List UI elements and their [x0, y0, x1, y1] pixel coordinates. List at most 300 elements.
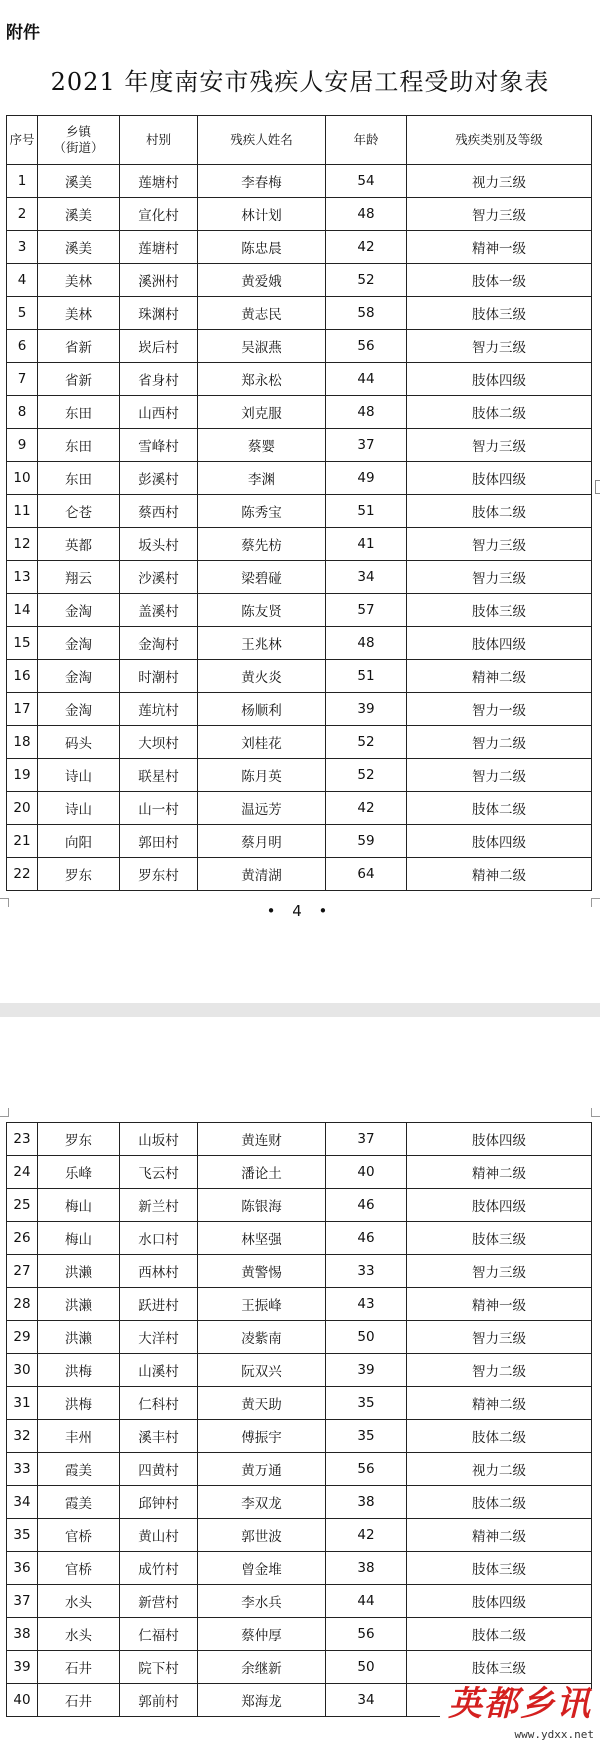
cell-name: 李春梅 — [198, 165, 326, 198]
cell-no: 17 — [7, 693, 38, 726]
cell-age: 54 — [326, 165, 407, 198]
table-row — [7, 198, 592, 231]
cell-age: 56 — [326, 1453, 407, 1486]
cell-village: 邱钟村 — [120, 1486, 198, 1519]
cell-disability: 肢体三级 — [407, 594, 592, 627]
cell-age: 34 — [326, 561, 407, 594]
cell-disability: 肢体二级 — [407, 1420, 592, 1453]
cell-age: 40 — [326, 1156, 407, 1189]
cell-village: 山西村 — [120, 396, 198, 429]
cell-village: 跃进村 — [120, 1288, 198, 1321]
table-row — [7, 1255, 592, 1288]
cell-name: 李双龙 — [198, 1486, 326, 1519]
cell-village: 黄山村 — [120, 1519, 198, 1552]
cell-town: 东田 — [38, 429, 120, 462]
cell-name: 温远芳 — [198, 792, 326, 825]
cell-village: 联星村 — [120, 759, 198, 792]
cell-town: 省新 — [38, 330, 120, 363]
cell-disability: 智力三级 — [407, 561, 592, 594]
cell-town: 码头 — [38, 726, 120, 759]
cell-name: 黄连财 — [198, 1123, 326, 1156]
cell-village: 溪洲村 — [120, 264, 198, 297]
cell-disability: 肢体四级 — [407, 1585, 592, 1618]
cell-name: 吴淑燕 — [198, 330, 326, 363]
cell-name: 蔡先枋 — [198, 528, 326, 561]
cell-village: 罗东村 — [120, 858, 198, 891]
cell-town: 向阳 — [38, 825, 120, 858]
cell-disability: 肢体三级 — [407, 1552, 592, 1585]
recipients-table-continued — [6, 1122, 592, 1717]
table-row — [7, 264, 592, 297]
cell-town: 溪美 — [38, 231, 120, 264]
cell-village: 盖溪村 — [120, 594, 198, 627]
header-town — [38, 116, 120, 165]
cell-no: 20 — [7, 792, 38, 825]
table-row — [7, 561, 592, 594]
cell-age: 59 — [326, 825, 407, 858]
cell-village: 莲塘村 — [120, 165, 198, 198]
cell-name: 蔡月明 — [198, 825, 326, 858]
watermark-logo-text: 英都乡讯 — [448, 1684, 592, 1724]
cell-disability: 视力三级 — [407, 165, 592, 198]
cell-no: 16 — [7, 660, 38, 693]
cell-town: 洪濑 — [38, 1321, 120, 1354]
cell-disability: 智力二级 — [407, 1354, 592, 1387]
cell-disability: 肢体一级 — [407, 264, 592, 297]
cell-age: 39 — [326, 1354, 407, 1387]
cell-age: 57 — [326, 594, 407, 627]
cell-disability: 精神一级 — [407, 231, 592, 264]
cell-town: 官桥 — [38, 1519, 120, 1552]
cell-no: 2 — [7, 198, 38, 231]
cell-age: 48 — [326, 198, 407, 231]
cell-name: 陈友贤 — [198, 594, 326, 627]
cell-town: 溪美 — [38, 198, 120, 231]
cell-town: 洪濑 — [38, 1288, 120, 1321]
cell-disability: 智力三级 — [407, 528, 592, 561]
cell-no: 22 — [7, 858, 38, 891]
cell-no: 27 — [7, 1255, 38, 1288]
cell-age: 38 — [326, 1486, 407, 1519]
cell-name: 郑永松 — [198, 363, 326, 396]
cell-disability: 肢体二级 — [407, 495, 592, 528]
cell-name: 傅振宇 — [198, 1420, 326, 1453]
header-village: 村别 — [120, 116, 198, 165]
cell-name: 林计划 — [198, 198, 326, 231]
cell-no: 1 — [7, 165, 38, 198]
site-watermark — [440, 1684, 600, 1743]
cell-age: 50 — [326, 1651, 407, 1684]
cell-no: 12 — [7, 528, 38, 561]
cell-disability: 智力二级 — [407, 759, 592, 792]
cell-age: 52 — [326, 726, 407, 759]
header-town-line2: （街道） — [53, 140, 104, 155]
table-header-row — [7, 116, 592, 165]
cell-disability: 智力二级 — [407, 726, 592, 759]
cell-name: 王振峰 — [198, 1288, 326, 1321]
cell-name: 李渊 — [198, 462, 326, 495]
cell-village: 郭田村 — [120, 825, 198, 858]
cell-no: 9 — [7, 429, 38, 462]
cell-name: 陈忠晨 — [198, 231, 326, 264]
cell-age: 44 — [326, 363, 407, 396]
cell-no: 38 — [7, 1618, 38, 1651]
cell-disability: 智力三级 — [407, 429, 592, 462]
cell-no: 7 — [7, 363, 38, 396]
cell-no: 31 — [7, 1387, 38, 1420]
crop-mark — [591, 1108, 600, 1117]
cell-village: 山溪村 — [120, 1354, 198, 1387]
cell-no: 28 — [7, 1288, 38, 1321]
cell-name: 黄清湖 — [198, 858, 326, 891]
table-row — [7, 1519, 592, 1552]
cell-disability: 肢体四级 — [407, 363, 592, 396]
cell-disability: 智力三级 — [407, 330, 592, 363]
cell-name: 林坚强 — [198, 1222, 326, 1255]
cell-disability: 肢体四级 — [407, 1123, 592, 1156]
table-row — [7, 1354, 592, 1387]
table-row — [7, 1387, 592, 1420]
table-row — [7, 1321, 592, 1354]
cell-age: 44 — [326, 1585, 407, 1618]
cell-no: 6 — [7, 330, 38, 363]
cell-village: 大坝村 — [120, 726, 198, 759]
cell-town: 金淘 — [38, 627, 120, 660]
cell-village: 崁后村 — [120, 330, 198, 363]
cell-disability: 精神二级 — [407, 1519, 592, 1552]
cell-town: 丰州 — [38, 1420, 120, 1453]
cell-name: 蔡婴 — [198, 429, 326, 462]
cell-name: 刘克服 — [198, 396, 326, 429]
cell-age: 50 — [326, 1321, 407, 1354]
cell-age: 37 — [326, 429, 407, 462]
table-row — [7, 231, 592, 264]
table-row — [7, 1552, 592, 1585]
cell-no: 25 — [7, 1189, 38, 1222]
cell-name: 黄志民 — [198, 297, 326, 330]
table-row — [7, 462, 592, 495]
cell-name: 郭世波 — [198, 1519, 326, 1552]
cell-village: 飞云村 — [120, 1156, 198, 1189]
table-row — [7, 297, 592, 330]
cell-disability: 精神一级 — [407, 1288, 592, 1321]
cell-disability: 肢体二级 — [407, 1618, 592, 1651]
cell-village: 郭前村 — [120, 1684, 198, 1717]
cell-village: 仁科村 — [120, 1387, 198, 1420]
cell-town: 东田 — [38, 462, 120, 495]
cell-village: 大洋村 — [120, 1321, 198, 1354]
cell-age: 52 — [326, 264, 407, 297]
cell-name: 陈月英 — [198, 759, 326, 792]
cell-town: 诗山 — [38, 759, 120, 792]
table-row — [7, 429, 592, 462]
cell-village: 仁福村 — [120, 1618, 198, 1651]
cell-village: 溪丰村 — [120, 1420, 198, 1453]
cell-no: 24 — [7, 1156, 38, 1189]
cell-name: 黄火炎 — [198, 660, 326, 693]
margin-marker — [595, 480, 600, 494]
cell-name: 郑海龙 — [198, 1684, 326, 1717]
table-row — [7, 1123, 592, 1156]
cell-no: 13 — [7, 561, 38, 594]
cell-no: 32 — [7, 1420, 38, 1453]
cell-village: 宣化村 — [120, 198, 198, 231]
cell-age: 56 — [326, 330, 407, 363]
cell-village: 院下村 — [120, 1651, 198, 1684]
cell-town: 石井 — [38, 1684, 120, 1717]
cell-no: 5 — [7, 297, 38, 330]
cell-age: 34 — [326, 1684, 407, 1717]
cell-disability: 智力三级 — [407, 198, 592, 231]
cell-age: 46 — [326, 1189, 407, 1222]
cell-no: 36 — [7, 1552, 38, 1585]
cell-name: 杨顺利 — [198, 693, 326, 726]
table-row — [7, 693, 592, 726]
cell-town: 罗东 — [38, 858, 120, 891]
table-row — [7, 528, 592, 561]
cell-age: 58 — [326, 297, 407, 330]
cell-name: 李水兵 — [198, 1585, 326, 1618]
cell-no: 15 — [7, 627, 38, 660]
header-no: 序号 — [7, 116, 38, 165]
cell-village: 山坂村 — [120, 1123, 198, 1156]
cell-village: 彭溪村 — [120, 462, 198, 495]
cell-name: 梁碧碰 — [198, 561, 326, 594]
table-row — [7, 1420, 592, 1453]
cell-village: 蔡西村 — [120, 495, 198, 528]
cell-no: 30 — [7, 1354, 38, 1387]
watermark-url: www.ydxx.net — [514, 1728, 594, 1741]
header-name: 残疾人姓名 — [198, 116, 326, 165]
table-row — [7, 1189, 592, 1222]
table-body-page1 — [7, 165, 592, 891]
cell-town: 石井 — [38, 1651, 120, 1684]
cell-name: 余继新 — [198, 1651, 326, 1684]
table-row — [7, 1585, 592, 1618]
appendix-label: 附件 — [6, 23, 40, 43]
cell-town: 英都 — [38, 528, 120, 561]
cell-town: 金淘 — [38, 660, 120, 693]
cell-name: 曾金堆 — [198, 1552, 326, 1585]
cell-age: 35 — [326, 1387, 407, 1420]
cell-town: 诗山 — [38, 792, 120, 825]
cell-age: 43 — [326, 1288, 407, 1321]
cell-age: 56 — [326, 1618, 407, 1651]
cell-town: 金淘 — [38, 693, 120, 726]
cell-disability: 精神二级 — [407, 660, 592, 693]
cell-disability: 精神二级 — [407, 1156, 592, 1189]
cell-name: 潘论土 — [198, 1156, 326, 1189]
cell-no: 40 — [7, 1684, 38, 1717]
cell-no: 3 — [7, 231, 38, 264]
cell-no: 19 — [7, 759, 38, 792]
cell-no: 18 — [7, 726, 38, 759]
cell-disability: 视力二级 — [407, 1453, 592, 1486]
cell-disability: 肢体三级 — [407, 1651, 592, 1684]
table-row — [7, 792, 592, 825]
cell-no: 39 — [7, 1651, 38, 1684]
cell-village: 水口村 — [120, 1222, 198, 1255]
cell-town: 翔云 — [38, 561, 120, 594]
cell-name: 黄万通 — [198, 1453, 326, 1486]
cell-name: 陈秀宝 — [198, 495, 326, 528]
header-age: 年龄 — [326, 116, 407, 165]
cell-age: 35 — [326, 1420, 407, 1453]
cell-town: 官桥 — [38, 1552, 120, 1585]
cell-town: 省新 — [38, 363, 120, 396]
cell-disability: 肢体二级 — [407, 792, 592, 825]
cell-village: 莲塘村 — [120, 231, 198, 264]
cell-village: 山一村 — [120, 792, 198, 825]
cell-no: 8 — [7, 396, 38, 429]
table-row — [7, 627, 592, 660]
cell-age: 64 — [326, 858, 407, 891]
cell-disability: 肢体三级 — [407, 1222, 592, 1255]
cell-no: 33 — [7, 1453, 38, 1486]
cell-name: 陈银海 — [198, 1189, 326, 1222]
cell-disability: 肢体二级 — [407, 396, 592, 429]
table-row — [7, 726, 592, 759]
cell-no: 10 — [7, 462, 38, 495]
cell-town: 洪濑 — [38, 1255, 120, 1288]
cell-no: 23 — [7, 1123, 38, 1156]
table-row — [7, 165, 592, 198]
cell-village: 莲坑村 — [120, 693, 198, 726]
cell-town: 美林 — [38, 297, 120, 330]
cell-age: 39 — [326, 693, 407, 726]
cell-name: 蔡仲厚 — [198, 1618, 326, 1651]
cell-age: 42 — [326, 231, 407, 264]
cell-name: 凌紫南 — [198, 1321, 326, 1354]
table-row — [7, 495, 592, 528]
cell-town: 乐峰 — [38, 1156, 120, 1189]
cell-no: 4 — [7, 264, 38, 297]
cell-town: 水头 — [38, 1585, 120, 1618]
table-row — [7, 1453, 592, 1486]
cell-disability: 智力一级 — [407, 693, 592, 726]
recipients-table — [6, 115, 592, 891]
cell-town: 梅山 — [38, 1222, 120, 1255]
cell-town: 美林 — [38, 264, 120, 297]
cell-village: 新兰村 — [120, 1189, 198, 1222]
table-row — [7, 660, 592, 693]
cell-town: 东田 — [38, 396, 120, 429]
cell-village: 珠渊村 — [120, 297, 198, 330]
cell-age: 46 — [326, 1222, 407, 1255]
cell-town: 霞美 — [38, 1486, 120, 1519]
cell-disability: 智力三级 — [407, 1321, 592, 1354]
cell-name: 黄警惕 — [198, 1255, 326, 1288]
table-row — [7, 1618, 592, 1651]
cell-town: 溪美 — [38, 165, 120, 198]
cell-village: 成竹村 — [120, 1552, 198, 1585]
cell-disability: 肢体二级 — [407, 1486, 592, 1519]
cell-name: 王兆林 — [198, 627, 326, 660]
table-row — [7, 1288, 592, 1321]
cell-village: 雪峰村 — [120, 429, 198, 462]
cell-disability: 肢体四级 — [407, 1189, 592, 1222]
table-row — [7, 330, 592, 363]
header-town-line1: 乡镇 — [65, 124, 91, 139]
cell-no: 26 — [7, 1222, 38, 1255]
cell-village: 金淘村 — [120, 627, 198, 660]
cell-village: 省身村 — [120, 363, 198, 396]
table-row — [7, 1222, 592, 1255]
cell-town: 梅山 — [38, 1189, 120, 1222]
table-row — [7, 759, 592, 792]
page-separator — [0, 1003, 600, 1017]
cell-disability: 肢体四级 — [407, 462, 592, 495]
cell-town: 罗东 — [38, 1123, 120, 1156]
table-row — [7, 858, 592, 891]
cell-disability: 精神二级 — [407, 858, 592, 891]
cell-village: 四黄村 — [120, 1453, 198, 1486]
cell-town: 洪梅 — [38, 1387, 120, 1420]
cell-no: 29 — [7, 1321, 38, 1354]
cell-village: 沙溪村 — [120, 561, 198, 594]
cell-town: 洪梅 — [38, 1354, 120, 1387]
cell-disability: 智力三级 — [407, 1255, 592, 1288]
cell-disability: 肢体四级 — [407, 627, 592, 660]
cell-disability: 精神二级 — [407, 1387, 592, 1420]
cell-age: 51 — [326, 495, 407, 528]
cell-age: 42 — [326, 1519, 407, 1552]
table-row — [7, 363, 592, 396]
cell-no: 11 — [7, 495, 38, 528]
table-row — [7, 1156, 592, 1189]
cell-age: 48 — [326, 396, 407, 429]
cell-age: 42 — [326, 792, 407, 825]
cell-name: 黄天助 — [198, 1387, 326, 1420]
cell-village: 时潮村 — [120, 660, 198, 693]
cell-disability: 肢体四级 — [407, 825, 592, 858]
cell-village: 坂头村 — [120, 528, 198, 561]
cell-no: 21 — [7, 825, 38, 858]
cell-age: 41 — [326, 528, 407, 561]
cell-age: 38 — [326, 1552, 407, 1585]
cell-town: 霞美 — [38, 1453, 120, 1486]
cell-town: 水头 — [38, 1618, 120, 1651]
cell-disability: 肢体三级 — [407, 297, 592, 330]
crop-mark — [0, 1108, 9, 1117]
table-body-page2 — [7, 1123, 592, 1717]
table-row — [7, 825, 592, 858]
cell-village: 西林村 — [120, 1255, 198, 1288]
table-row — [7, 396, 592, 429]
cell-age: 37 — [326, 1123, 407, 1156]
cell-age: 51 — [326, 660, 407, 693]
cell-no: 37 — [7, 1585, 38, 1618]
document-title: 2021 年度南安市残疾人安居工程受助对象表 — [50, 68, 550, 96]
cell-town: 仑苍 — [38, 495, 120, 528]
cell-name: 刘桂花 — [198, 726, 326, 759]
cell-no: 35 — [7, 1519, 38, 1552]
page-number: • 4 • — [266, 902, 334, 920]
table-row — [7, 594, 592, 627]
table-row — [7, 1486, 592, 1519]
cell-no: 14 — [7, 594, 38, 627]
cell-name: 阮双兴 — [198, 1354, 326, 1387]
cell-village: 新营村 — [120, 1585, 198, 1618]
cell-town: 金淘 — [38, 594, 120, 627]
cell-age: 52 — [326, 759, 407, 792]
header-disability: 残疾类别及等级 — [407, 116, 592, 165]
cell-age: 33 — [326, 1255, 407, 1288]
cell-no: 34 — [7, 1486, 38, 1519]
cell-name: 黄爱娥 — [198, 264, 326, 297]
cell-age: 48 — [326, 627, 407, 660]
cell-age: 49 — [326, 462, 407, 495]
